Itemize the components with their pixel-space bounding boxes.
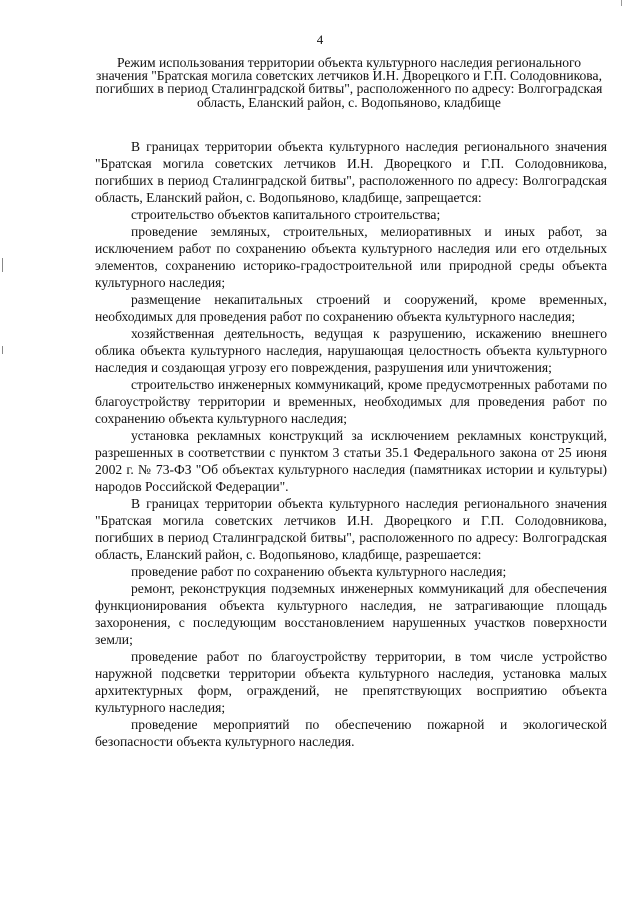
document-body: [95, 138, 607, 750]
document-heading: Режим использования территории объекта культурного наследия регионального значения "Братская могила советских летчиков И.Н. Дворецкого и Г.П. Солодовникова, погибших в период Сталинградской битвы", расположенного по адресу: Волгоградская область, Еланский район, с. Водопьяново, кладбище: [95, 55, 603, 110]
paragraph-engineering-communications: строительство инженерных коммуникаций, кроме предусмотренных работами по благоустройству территории и временных, необходимых для проведения работ по сохранению объекта культурного наследия;: [95, 377, 607, 426]
paragraph-earthworks: проведение земляных, строительных, мелиоративных и иных работ, за исключением работ по сохранению объекта культурного наследия или его отдельных элементов, сохранению историко-градостроительной или природной среды объекта культурного наследия;: [95, 224, 607, 290]
paragraph-economic-activity: хозяйственная деятельность, ведущая к разрушению, искажению внешнего облика объекта культурного наследия, нарушающая целостность объекта культурного наследия и создающая угрозу его повреждения, разрушения или уничтожения;: [95, 326, 607, 375]
paragraph-prohibited-intro: В границах территории объекта культурного наследия регионального значения "Братская могила советских летчиков И.Н. Дворецкого и Г.П. Солодовникова, погибших в период Сталинградской битвы", расположенного по адресу: Волгоградская область, Еланский район, с. Водопьяново, кладбище, запрещается:: [95, 139, 607, 205]
paragraph-fire-safety: проведение мероприятий по обеспечению пожарной и экологической безопасности объекта культурного наследия.: [95, 717, 607, 749]
paragraph-permitted-intro: В границах территории объекта культурного наследия регионального значения "Братская могила советских летчиков И.Н. Дворецкого и Г.П. Солодовникова, погибших в период Сталинградской битвы", расположенного по адресу: Волгоградская область, Еланский район, с. Водопьяново, кладбище, разрешается:: [95, 496, 607, 562]
paragraph-preservation-works: проведение работ по сохранению объекта культурного наследия;: [131, 564, 507, 579]
page-number: 4: [316, 32, 324, 47]
paragraph-landscaping: проведение работ по благоустройству территории, в том числе устройство наружной подсветки территории объекта культурного наследия, установка малых архитектурных форм, ограждений, не препятствующих восприятию объекта культурного наследия;: [95, 649, 607, 715]
paragraph-repair-reconstruction: ремонт, реконструкция подземных инженерных коммуникаций для обеспечения функционирования объекта культурного наследия, не затрагивающие площадь захоронения, с последующим восстановлением нарушенных участков поверхности земли;: [95, 581, 607, 647]
paragraph-temporary-structures: размещение некапитальных строений и сооружений, кроме временных, необходимых для проведения работ по сохранению объекта культурного наследия;: [95, 292, 607, 324]
paragraph-capital-construction: строительство объектов капитального строительства;: [131, 207, 441, 222]
scan-margin-mark: [2, 258, 3, 272]
scan-corner-mark: [621, 0, 622, 6]
paragraph-advertising: установка рекламных конструкций за исключением рекламных конструкций, разрешенных в соответствии с пунктом 3 статьи 35.1 Федерального закона от 25 июня 2002 г. № 73-ФЗ "Об объектах культурного наследия (памятниках истории и культуры) народов Российской Федерации".: [95, 428, 607, 494]
scan-margin-mark: [2, 346, 3, 354]
